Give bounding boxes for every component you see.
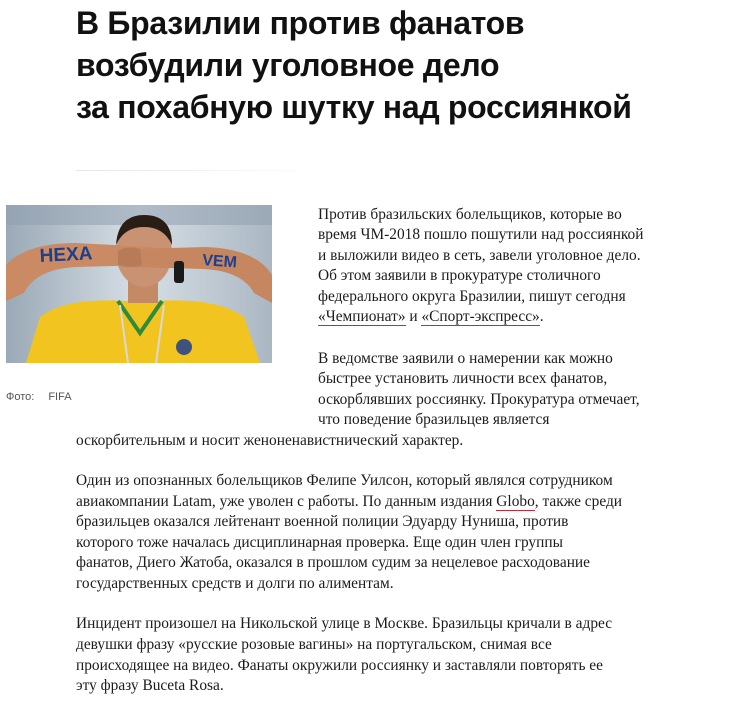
text-line: что поведение бразильцев является — [318, 411, 550, 428]
text-line — [318, 307, 544, 327]
headline-line: В Бразилии против фанатов — [76, 5, 525, 41]
text-line: Против бразильских болельщиков, которые во — [318, 206, 622, 223]
article-photo[interactable] — [6, 205, 272, 363]
link-globo[interactable]: Globo — [496, 493, 535, 510]
text-line: девушки фразу «русские розовые вагины» на португальском, снимая все — [76, 636, 552, 653]
text-line — [76, 492, 622, 512]
fan-photo-image — [6, 205, 272, 363]
text-line: происходящее на видео. Фанаты окружили россиянку и заставляли повторять ее — [76, 657, 603, 674]
text-line: которого тоже началась дисциплинарная проверка. Еще один член группы — [76, 534, 563, 551]
text-line: Один из опознанных болельщиков Фелипе Уилсон, который являлся сотрудником — [76, 472, 613, 489]
headline-divider — [76, 170, 336, 171]
link-championat[interactable]: «Чемпионат» — [318, 308, 406, 325]
headline-line: возбудили уголовное дело — [76, 47, 500, 83]
text-segment: , также среди — [534, 493, 623, 510]
text-line: оскорблявших россиянку. Прокуратура отмечает, — [318, 391, 640, 408]
arm-text-left: HEXA — [39, 243, 93, 267]
text-line: бразильцев оказался лейтенант военной полиции Эдуарду Нуниша, против — [76, 513, 569, 530]
arm-text-right: VEM — [201, 252, 238, 272]
text-line: государственных средств и долги по алиментам. — [76, 575, 394, 592]
photo-credit-source: FIFA — [48, 391, 72, 403]
photo-credit-label: Фото: — [6, 391, 35, 403]
headline-line: за похабную шутку над россиянкой — [76, 89, 632, 125]
article-headline — [76, 2, 716, 128]
photo-caption — [6, 391, 72, 403]
text-line: быстрее установить личности всех фанатов, — [318, 370, 608, 387]
text-line: Инцидент произошел на Никольской улице в Москве. Бразильцы кричали в адрес — [76, 615, 613, 632]
link-sport-express[interactable]: «Спорт-экспресс» — [421, 308, 540, 325]
text-line: В ведомстве заявили о намерении как можно — [318, 350, 613, 367]
text-line: оскорбительным и носит женоненавистнический характер. — [76, 432, 464, 449]
text-period: . — [539, 308, 544, 325]
text-line: Об этом заявили в прокуратуре столичного — [318, 267, 601, 284]
text-line: и выложили видео в сеть, завели уголовное дело. — [318, 247, 641, 264]
text-line: фанатов, Диего Жатоба, оказался в прошлом судим за нецелевое расходование — [76, 554, 590, 571]
text-line: федерального округа Бразилии, пишут сегодня — [318, 288, 626, 305]
text-line: время ЧМ-2018 пошло пошутили над россиянкой — [318, 226, 644, 243]
text-line: эту фразу Buceta Rosa. — [76, 677, 224, 694]
text-segment: авиакомпании Latam, уже уволен с работы. По данным издания — [76, 493, 497, 510]
text-conjunction: и — [405, 308, 422, 325]
